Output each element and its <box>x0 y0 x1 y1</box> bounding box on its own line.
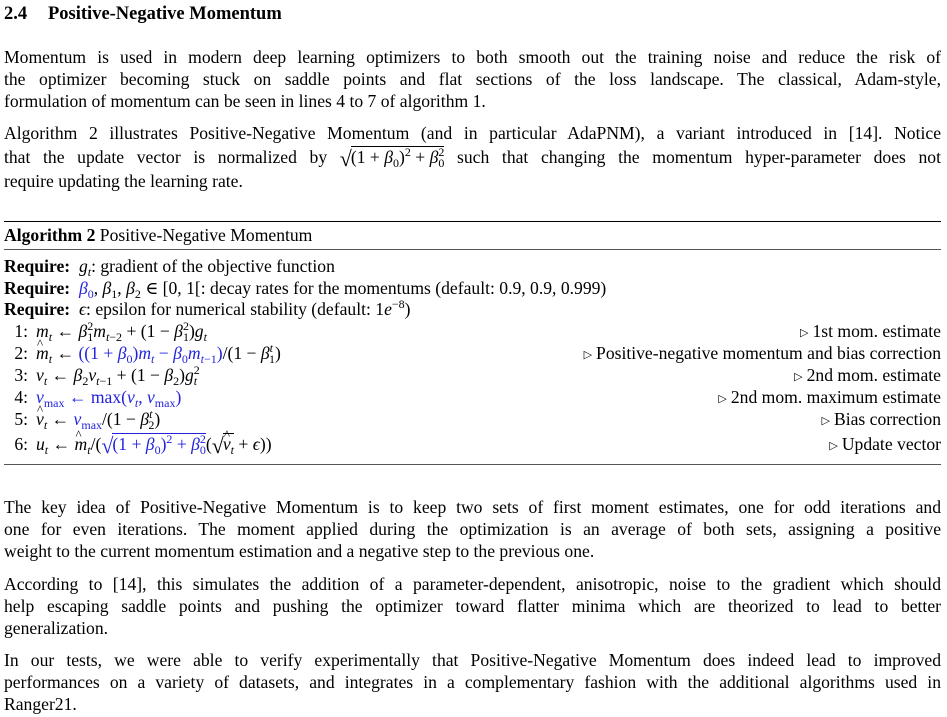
comment-text: 2nd mom. maximum estimate <box>730 387 941 407</box>
comment-triangle-icon: ▷ <box>718 393 727 405</box>
line-number: 2: <box>14 343 28 363</box>
require-text: : epsilon for numerical stability (default: <box>86 299 376 319</box>
algorithm-title-rule <box>4 249 941 250</box>
algorithm-line <box>4 342 941 364</box>
intro-line: the optimizer becoming stuck on saddle points and flat sections of the loss landscape. The classical, Adam-style, <box>4 69 941 89</box>
line-comment <box>718 386 941 410</box>
line-number: 6: <box>14 434 28 454</box>
line-comment <box>584 342 941 366</box>
algorithm-line <box>4 320 941 342</box>
paragraph-line: The key idea of Positive-Negative Momentum is to keep two sets of first moment estimates, one for odd iterations and <box>4 497 941 517</box>
algo-intro-line: Algorithm 2 illustrates Positive-Negative Momentum (and in particular AdaPNM), a variant introduced in [14]. Notice <box>4 123 941 143</box>
section-number: 2.4 <box>4 4 28 24</box>
paragraph-line: According to [14], this simulates the addition of a parameter-dependent, anisotropic, noise to the gradient which should <box>4 574 941 594</box>
paragraph-line: In our tests, we were able to verify experimentally that Positive-Negative Momentum does indeed lead to improved <box>4 650 941 670</box>
comment-text: 1st mom. estimate <box>812 321 941 341</box>
section-title: Positive-Negative Momentum <box>48 4 282 24</box>
norm-formula: $√(1 + \beta_0)^2 + \beta^2_0$ <box>339 145 445 171</box>
line-number: 1: <box>14 321 28 341</box>
line-formula: ^ $m_t$ ← $((1 + \beta_0)m_t - \beta_0m_{t-1})/(1 - \beta^t_1)$ <box>36 343 281 363</box>
outro-paragraph-1 <box>4 496 941 562</box>
require-epsilon: Require: ϵ: epsilon for numerical stability (default: $1e^{-8}$) <box>4 297 411 319</box>
algorithm-line <box>4 386 941 408</box>
algo-intro-paragraph <box>4 122 941 192</box>
paragraph-line: Ranger21. <box>4 694 77 714</box>
outro-paragraph-3 <box>4 649 941 715</box>
comment-triangle-icon: ▷ <box>829 440 838 452</box>
line-comment <box>822 408 941 432</box>
algo-intro-line-2 <box>4 144 941 170</box>
require-text: : gradient of the objective function <box>91 256 335 276</box>
algorithm-bottom-rule <box>4 464 941 465</box>
algo-intro-text: that the update vector is normalized by <box>4 147 328 167</box>
outro-paragraph-2 <box>4 573 941 639</box>
algorithm-title <box>4 224 312 246</box>
comment-triangle-icon: ▷ <box>583 349 593 361</box>
algorithm-line <box>4 364 941 386</box>
intro-line: formulation of momentum can be seen in lines 4 to 7 of algorithm 1. <box>4 91 486 111</box>
require-keyword: Require: <box>4 256 71 276</box>
line-number: 3: <box>14 365 28 385</box>
line-formula: $v_{max}$ ← $\max(v_t$, $v_{max}$) <box>36 387 182 410</box>
require-keyword: Require: <box>4 299 71 319</box>
require-betas: Require: $\beta_0$, $\beta_1$, $\beta_2$ ∈ [0, 1[: decay rates for the momentums (default: 0.9, 0.9, 0.999) <box>4 278 607 301</box>
algorithm-name: Positive-Negative Momentum <box>99 225 313 245</box>
line-formula: $u_t$ ← ^ $m_t/(√(1 + \beta_0)^2$ + $\beta^2_0(√\^{}$ $v_t + \epsilon$)) <box>36 434 272 454</box>
paragraph-line: weight to the current momentum estimation and a negative step to the previous one. <box>4 541 595 561</box>
algo-intro-text: such that changing the momentum hyper-parameter does not <box>457 147 941 167</box>
intro-paragraph <box>4 46 941 112</box>
require-text: : decay rates for the momentums (default: 0.9, 0.9, 0.999) <box>200 278 607 298</box>
line-comment <box>800 320 941 344</box>
algorithm-label: Algorithm 2 <box>4 225 96 245</box>
require-keyword: Require: <box>4 278 71 298</box>
line-comment <box>829 433 941 457</box>
line-number: 4: <box>14 387 28 407</box>
section-heading <box>4 3 282 25</box>
comment-triangle-icon: ▷ <box>794 371 803 383</box>
algorithm-top-rule <box>4 221 941 222</box>
paragraph-line: performances on a variety of datasets, and integrates in a complementary fashion with the additional algorithms used in <box>4 672 941 692</box>
comment-triangle-icon: ▷ <box>821 415 830 427</box>
line-formula: ^ $v_t$ ← $v_{max}/(1 - \beta^t_2)$ <box>36 409 160 429</box>
comment-text: Bias correction <box>834 409 941 429</box>
line-formula: $v_t$ ← $\beta_2v_{t-1} + (1 - \beta_2)g^2_t$ <box>36 363 200 388</box>
comment-text: 2nd mom. estimate <box>806 365 941 385</box>
paragraph-line: generalization. <box>4 618 109 638</box>
paragraph-line: help escaping saddle points and pushing the optimizer toward flatter minima which are theorized to lead to better <box>4 596 941 616</box>
comment-text: Update vector <box>841 434 941 454</box>
algorithm-line <box>4 408 941 430</box>
require-gradient: Require: $g_t$: gradient of the objective function <box>4 256 335 279</box>
comment-text: Positive-negative momentum and bias correction <box>596 343 941 363</box>
paragraph-line: one for even iterations. The moment applied during the optimization is an average of both sets, assigning a positive <box>4 519 941 539</box>
algo-intro-line: require updating the learning rate. <box>4 171 243 191</box>
algorithm-line <box>4 432 941 458</box>
line-number: 5: <box>14 409 28 429</box>
line-formula: $m_t$ ← $\beta^2_1m_{t-2} + (1 - \beta^2_1)g_t$ <box>36 319 207 344</box>
comment-triangle-icon: ▷ <box>800 327 809 339</box>
intro-line: Momentum is used in modern deep learning optimizers to both smooth out the training noise and reduce the risk of <box>4 47 941 67</box>
line-comment <box>794 364 941 388</box>
